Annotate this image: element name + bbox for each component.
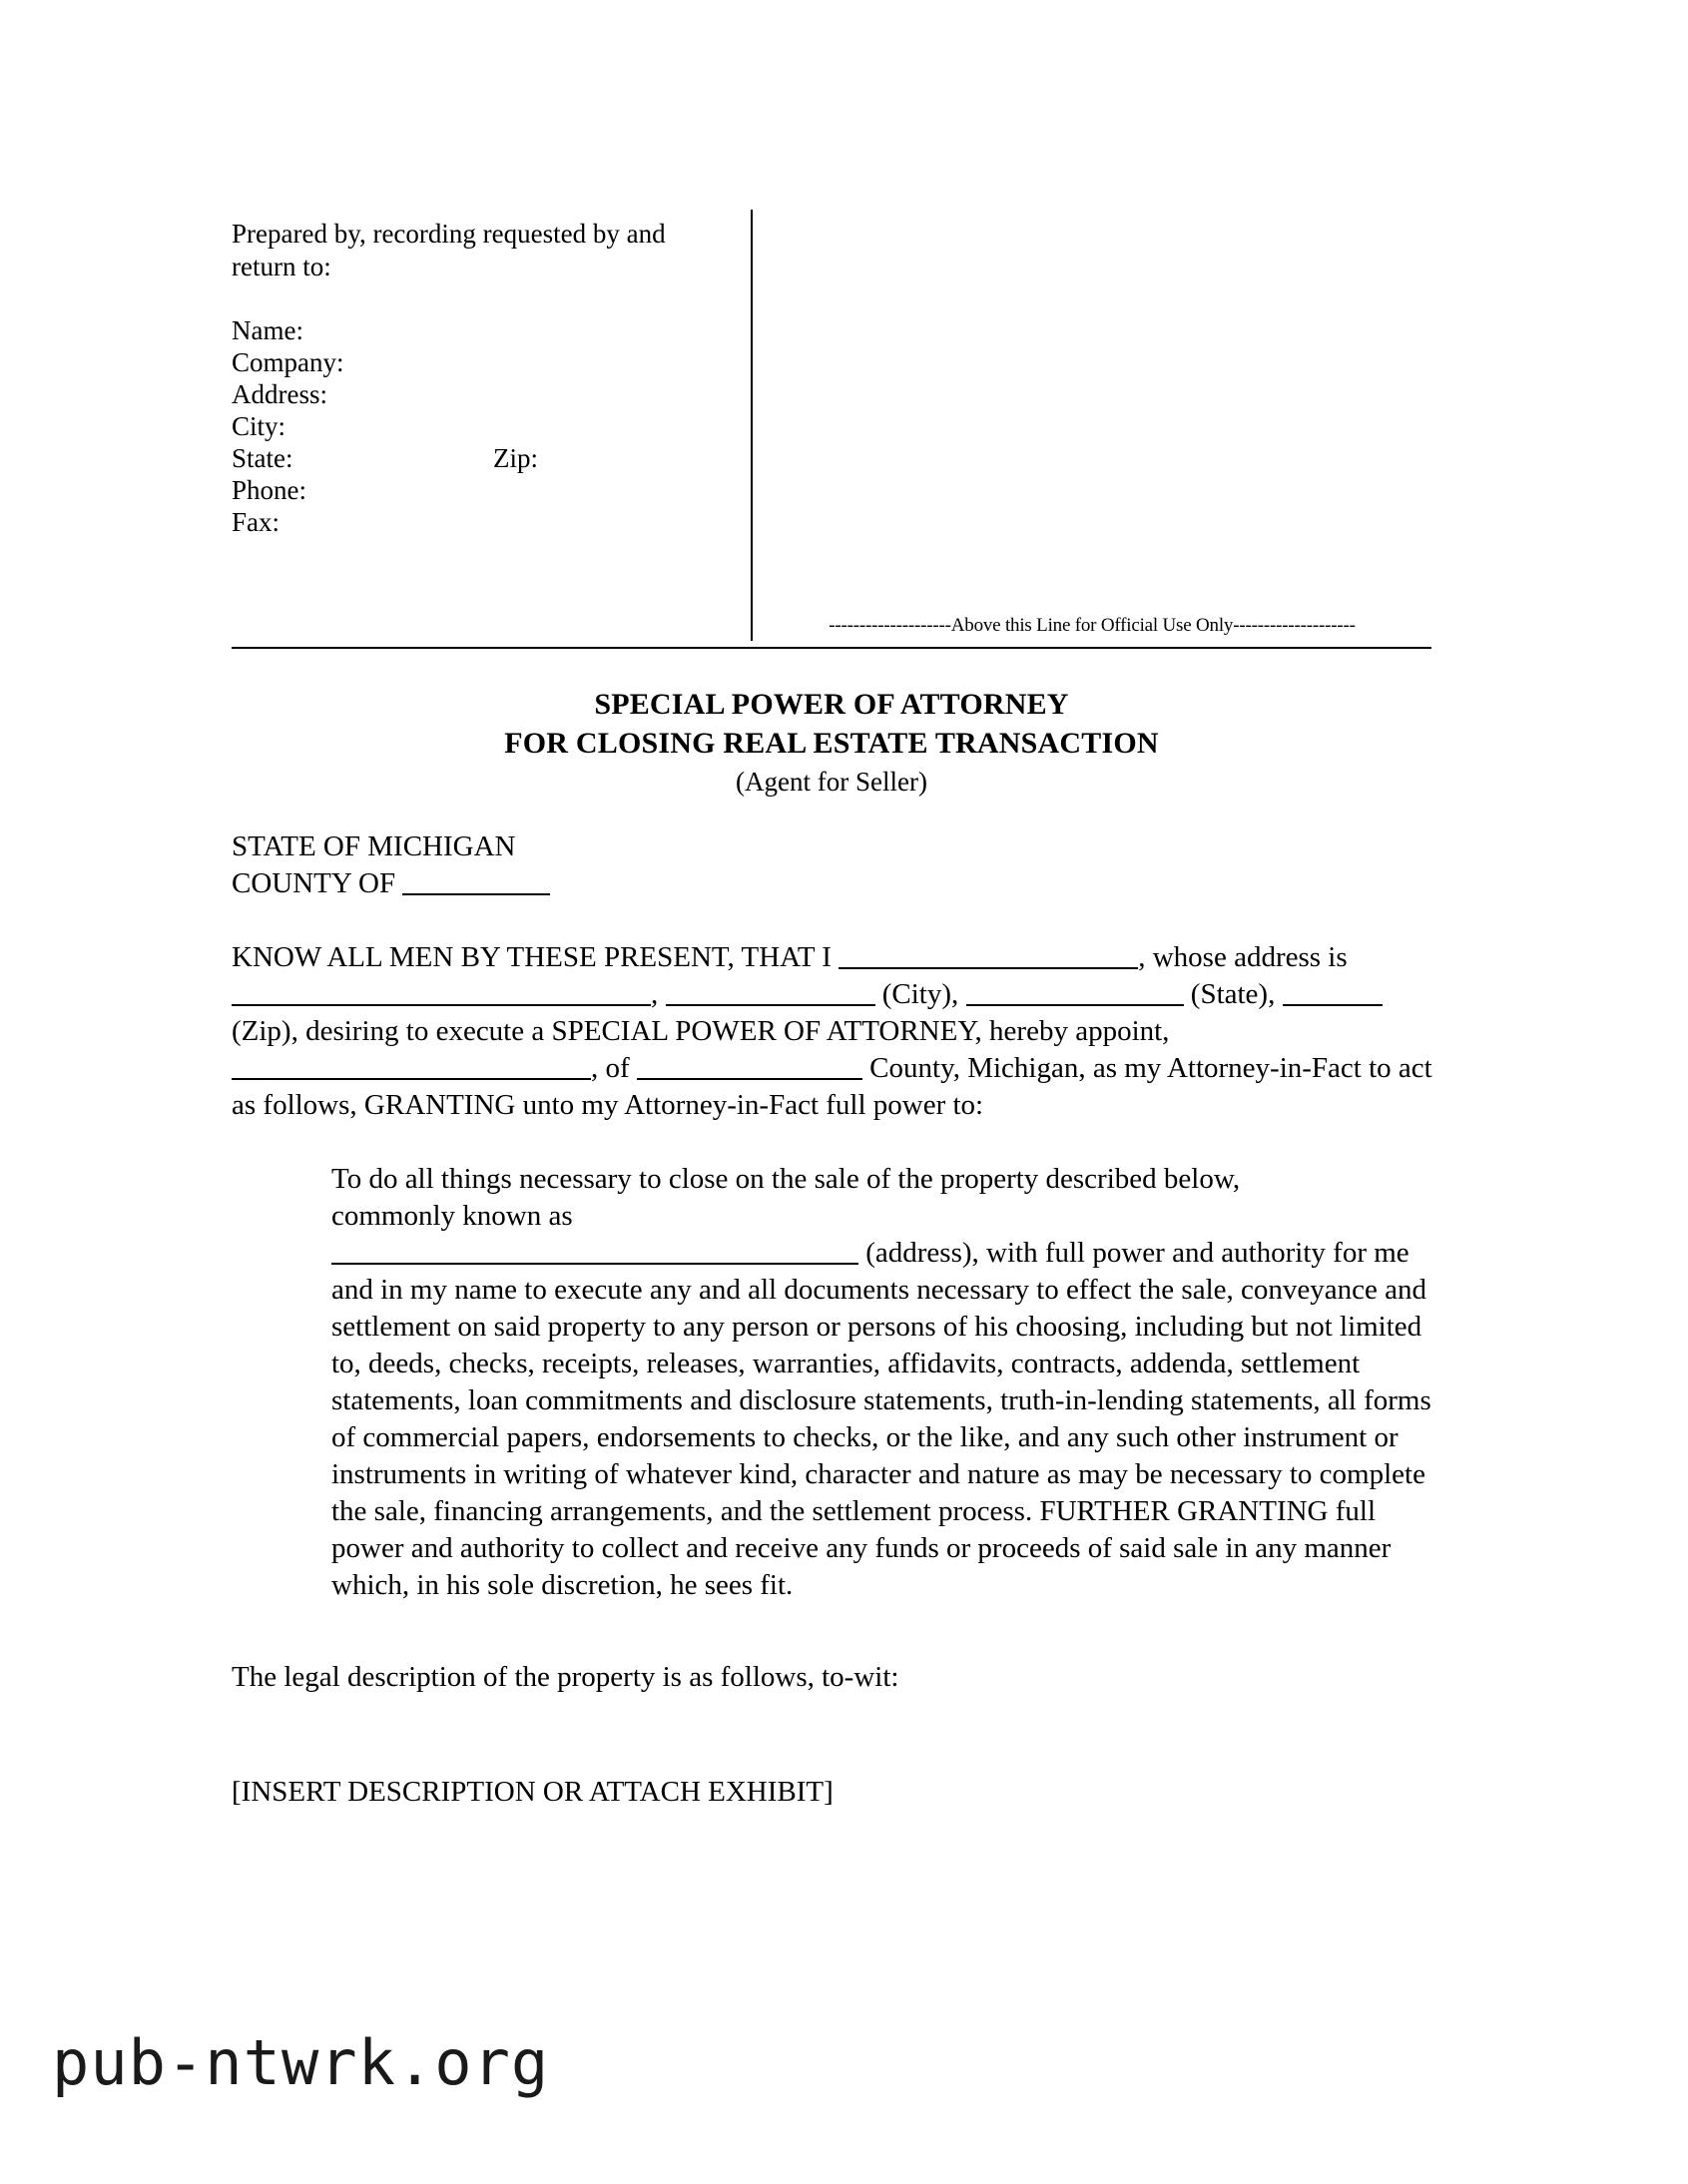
legal-description-intro: The legal description of the property is as follows, to-wit: — [232, 1661, 899, 1693]
field-name-label: Name: — [232, 315, 303, 345]
grant-county-suffix: County, Michigan, as my Attorney-in-Fact to act as follows, — [232, 1052, 1432, 1121]
grant-city-paren: (City), — [881, 978, 959, 1010]
principal-name-blank[interactable] — [839, 940, 1138, 969]
field-company-label: Company: — [232, 347, 344, 377]
field-state-label: State: — [232, 443, 293, 473]
grant-address-intro: whose address is — [1152, 941, 1348, 973]
site-watermark: pub-ntwrk.org — [52, 2026, 550, 2099]
grant-paragraph — [232, 939, 1439, 1124]
prepared-by-text: Prepared by, recording requested by and return to: — [232, 219, 666, 281]
official-use-note: --------------------Above this Line for Official Use Only-------------------- — [829, 615, 1356, 636]
grant-state-paren: (State), — [1190, 978, 1276, 1010]
title-line-2: FOR CLOSING REAL ESTATE TRANSACTION — [504, 727, 1159, 760]
agent-name-blank[interactable] — [232, 1051, 591, 1080]
field-fax — [232, 506, 701, 538]
principal-state-blank[interactable] — [966, 977, 1184, 1006]
powers-intro-line-1: To do all things necessary to close on the sale of the property described below, — [331, 1163, 1241, 1195]
powers-body — [331, 1235, 1439, 1604]
title-subtitle: (Agent for Seller) — [736, 767, 927, 797]
principal-address-blank[interactable] — [232, 977, 651, 1006]
field-phone — [232, 474, 701, 506]
field-city-label: City: — [232, 411, 286, 441]
grant-zip-paren: (Zip), desiring to execute a SPECIAL POWER — [232, 1015, 777, 1047]
field-address-label: Address: — [232, 379, 327, 409]
field-address — [232, 378, 701, 410]
principal-zip-blank[interactable] — [1283, 977, 1383, 1006]
venue-county — [232, 865, 1439, 902]
powers-body-text: and authority for me and in my name to execute any and all documents necessary to effect the sale, conveyance and settlement on said property to any person or persons of his choosing, including but not limited to, deeds, checks, receipts, releases, warranties, affidavits, contracts, addenda, settlement statements, loan commitments and disclosure statements, truth-in-lending statements, all forms of commercial papers, endorsements to checks, or the like, and any such other instrument or instruments in writing of whatever kind, character and nature as may be necessary to complete the sale, financing arrangements, and the settlement process. FURTHER GRANTING full power and authority to collect and receive any funds or proceeds of said sale in any manner which, in his sole discretion, he sees fit. — [331, 1237, 1431, 1601]
document-title-block — [232, 685, 1431, 801]
recording-header-block — [232, 218, 1429, 637]
grant-of-suffix: , of — [591, 1052, 630, 1084]
header-vertical-divider — [751, 210, 753, 641]
field-city — [232, 410, 701, 442]
county-blank[interactable] — [402, 866, 550, 895]
legal-description-placeholder: [INSERT DESCRIPTION OR ATTACH EXHIBIT] — [232, 1776, 834, 1808]
powers-address-suffix: (address), with full power — [865, 1237, 1165, 1269]
agent-county-blank[interactable] — [637, 1051, 862, 1080]
field-phone-label: Phone: — [232, 475, 307, 505]
field-zip-label: Zip: — [493, 443, 538, 473]
powers-intro — [331, 1161, 1439, 1235]
title-line-1: SPECIAL POWER OF ATTORNEY — [594, 688, 1069, 721]
venue-block — [232, 828, 1439, 902]
field-state-zip — [232, 442, 701, 474]
venue-county-label: COUNTY OF — [232, 867, 396, 899]
venue-state: STATE OF MICHIGAN — [232, 830, 516, 862]
document-body — [232, 828, 1439, 1811]
principal-city-blank[interactable] — [666, 977, 875, 1006]
grant-appoint-intro: OF ATTORNEY, hereby appoint, — [784, 1015, 1170, 1047]
header-horizontal-divider — [232, 647, 1431, 649]
return-address-fields — [232, 314, 701, 538]
field-company — [232, 346, 701, 378]
grant-granting-line: GRANTING unto my Attorney-in-Fact full power to: — [363, 1089, 984, 1121]
property-address-blank[interactable] — [331, 1236, 858, 1265]
grant-comma-2: , — [651, 978, 659, 1010]
field-name — [232, 314, 701, 346]
grant-comma: , — [1138, 941, 1146, 973]
grant-opening: KNOW ALL MEN BY THESE PRESENT, THAT I — [232, 941, 832, 973]
field-fax-label: Fax: — [232, 507, 281, 537]
powers-intro-line-2: commonly known as — [331, 1200, 573, 1232]
